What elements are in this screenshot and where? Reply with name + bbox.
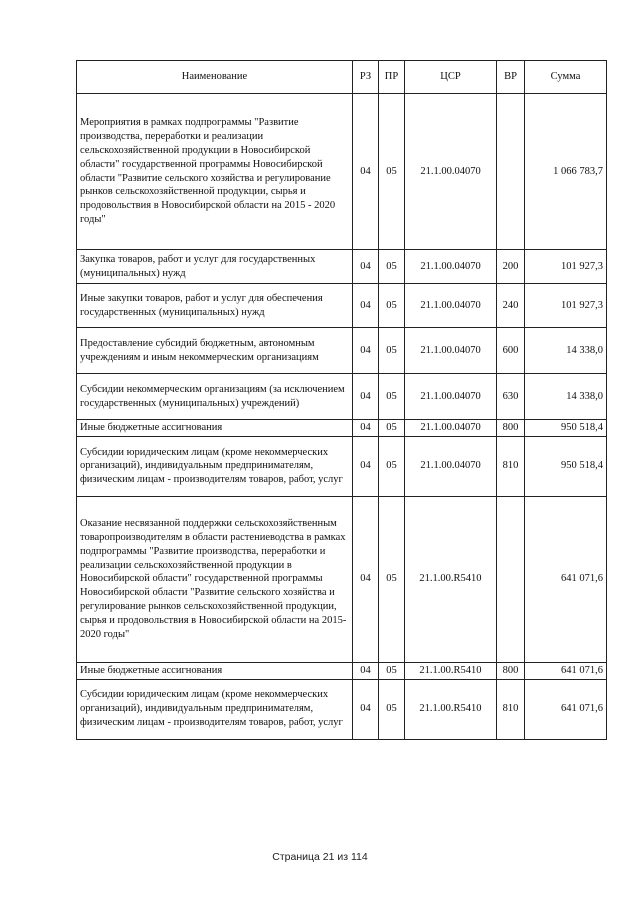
row-sum: 14 338,0 — [525, 328, 607, 374]
table-row — [77, 496, 607, 662]
row-sum: 101 927,3 — [525, 284, 607, 328]
row-pr: 05 — [379, 496, 405, 662]
row-pr: 05 — [379, 679, 405, 739]
table-row — [77, 374, 607, 420]
row-pr: 05 — [379, 374, 405, 420]
row-pr: 05 — [379, 284, 405, 328]
row-name: Предоставление субсидий бюджетным, автономным учреждениям и иным некоммерческим организациям — [77, 328, 353, 374]
row-sum: 641 071,6 — [525, 679, 607, 739]
row-name: Иные закупки товаров, работ и услуг для обеспечения государственных (муниципальных) нужд — [77, 284, 353, 328]
row-name: Субсидии юридическим лицам (кроме некоммерческих организаций), индивидуальным предпринимателям, физическим лицам - производителям товаров, работ, услуг — [77, 679, 353, 739]
table-row — [77, 679, 607, 739]
row-name: Субсидии некоммерческим организациям (за исключением государственных (муниципальных) учреждений) — [77, 374, 353, 420]
row-sum: 101 927,3 — [525, 250, 607, 284]
row-vr: 600 — [497, 328, 525, 374]
row-name: Оказание несвязанной поддержки сельскохозяйственным товаропроизводителям в области растениеводства в рамках подпрограммы "Развитие производства, переработки и реализации сельскохозяйственной продукции в Новосибирской области" государственной программы Новосибирской области "Развитие сельского хозяйства и регулирование рынков сельскохозяйственной продукции, сырья и продовольствия в Новосибирской области на 2015-2020 годы" — [77, 496, 353, 662]
row-csr: 21.1.00.R5410 — [405, 662, 497, 679]
table-row — [77, 662, 607, 679]
row-rz: 04 — [353, 328, 379, 374]
table-row — [77, 250, 607, 284]
row-vr: 810 — [497, 436, 525, 496]
row-vr: 810 — [497, 679, 525, 739]
row-sum: 1 066 783,7 — [525, 94, 607, 250]
row-vr: 630 — [497, 374, 525, 420]
row-vr: 200 — [497, 250, 525, 284]
row-rz: 04 — [353, 662, 379, 679]
row-vr: 800 — [497, 420, 525, 437]
row-csr: 21.1.00.04070 — [405, 328, 497, 374]
header-pr: ПР — [379, 61, 405, 94]
row-csr: 21.1.00.R5410 — [405, 679, 497, 739]
header-csr: ЦСР — [405, 61, 497, 94]
row-csr: 21.1.00.04070 — [405, 94, 497, 250]
row-name: Мероприятия в рамках подпрограммы "Развитие производства, переработки и реализации сельскохозяйственной продукции в Новосибирской области" государственной программы Новосибирской области "Развитие сельского хозяйства и регулирование рынков сельскохозяйственной продукции, сырья и продовольствия в Новосибирской области на 2015 - 2020 годы" — [77, 94, 353, 250]
row-rz: 04 — [353, 436, 379, 496]
row-sum: 641 071,6 — [525, 496, 607, 662]
row-sum: 950 518,4 — [525, 436, 607, 496]
table-header-row — [77, 61, 607, 94]
row-pr: 05 — [379, 436, 405, 496]
row-name: Иные бюджетные ассигнования — [77, 662, 353, 679]
row-rz: 04 — [353, 679, 379, 739]
row-sum: 641 071,6 — [525, 662, 607, 679]
row-vr — [497, 496, 525, 662]
row-sum: 950 518,4 — [525, 420, 607, 437]
row-pr: 05 — [379, 94, 405, 250]
budget-table — [76, 60, 607, 740]
row-csr: 21.1.00.04070 — [405, 374, 497, 420]
header-rz: РЗ — [353, 61, 379, 94]
row-rz: 04 — [353, 250, 379, 284]
row-csr: 21.1.00.04070 — [405, 250, 497, 284]
table-row — [77, 436, 607, 496]
header-name: Наименование — [77, 61, 353, 94]
row-pr: 05 — [379, 420, 405, 437]
page-number: Страница 21 из 114 — [272, 851, 368, 863]
row-name: Иные бюджетные ассигнования — [77, 420, 353, 437]
row-csr: 21.1.00.04070 — [405, 436, 497, 496]
row-csr: 21.1.00.R5410 — [405, 496, 497, 662]
row-pr: 05 — [379, 250, 405, 284]
row-name: Субсидии юридическим лицам (кроме некоммерческих организаций), индивидуальным предпринимателям, физическим лицам - производителям товаров, работ, услуг — [77, 436, 353, 496]
row-pr: 05 — [379, 328, 405, 374]
row-pr: 05 — [379, 662, 405, 679]
row-vr: 800 — [497, 662, 525, 679]
row-rz: 04 — [353, 374, 379, 420]
row-rz: 04 — [353, 420, 379, 437]
row-csr: 21.1.00.04070 — [405, 284, 497, 328]
row-rz: 04 — [353, 284, 379, 328]
table-row — [77, 284, 607, 328]
header-sum: Сумма — [525, 61, 607, 94]
table-row — [77, 328, 607, 374]
row-vr — [497, 94, 525, 250]
table-row — [77, 420, 607, 437]
row-name: Закупка товаров, работ и услуг для государственных (муниципальных) нужд — [77, 250, 353, 284]
row-rz: 04 — [353, 496, 379, 662]
header-vr: ВР — [497, 61, 525, 94]
row-rz: 04 — [353, 94, 379, 250]
table-row — [77, 94, 607, 250]
row-csr: 21.1.00.04070 — [405, 420, 497, 437]
row-vr: 240 — [497, 284, 525, 328]
row-sum: 14 338,0 — [525, 374, 607, 420]
